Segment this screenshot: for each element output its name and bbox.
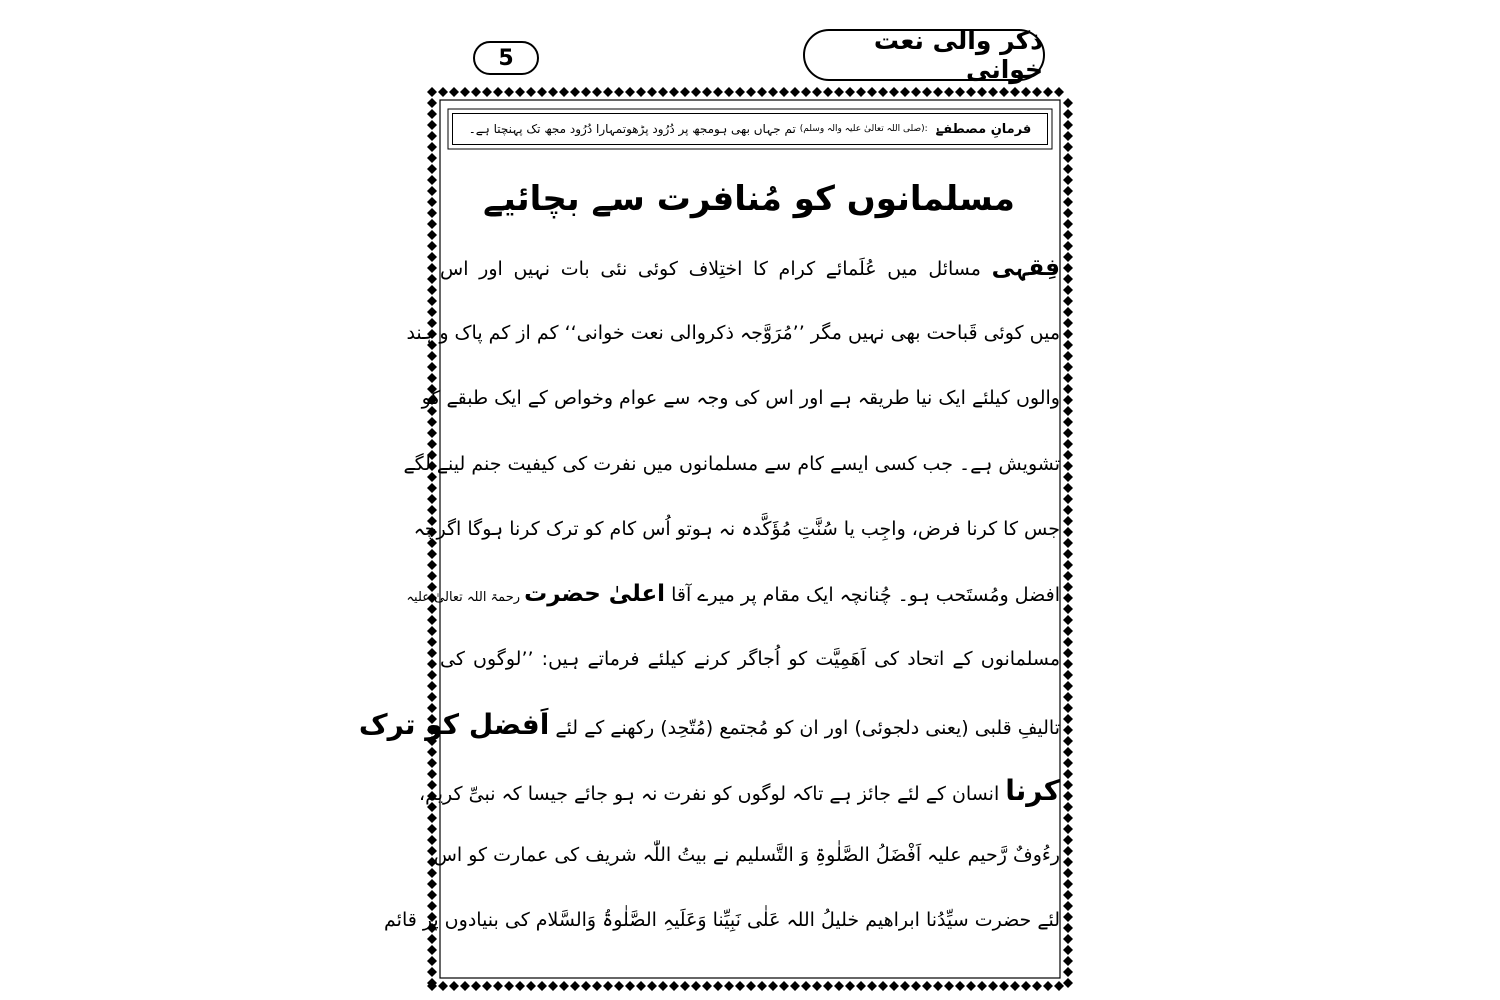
border-diamond <box>1063 923 1073 933</box>
border-diamond <box>493 981 503 991</box>
border-diamond <box>1063 98 1073 108</box>
border-diamond <box>1063 560 1073 570</box>
border-diamond <box>779 981 789 991</box>
border-diamond <box>669 981 679 991</box>
line-text: تالیفِ قلبی (یعنی دلجوئی) اور ان کو مُجتمع (مُتّحِد) رکھنے کے لئے <box>549 717 1060 740</box>
border-diamond <box>911 87 921 97</box>
line-text: رءُوفٌ رَّحیم علیہ اَفْضَلُ الصَّلٰوۃِ وَ التَّسلیم نے بیتُ اللّٰہ شریف کی عمارت کو اس <box>433 843 1060 866</box>
border-diamond <box>1054 87 1064 97</box>
border-diamond <box>427 164 437 174</box>
line-text: مسلمانوں کے اتحاد کی اَھَمِیَّت کو اُجاگر کرنے کیلئے فرماتے ہیں: ’’لوگوں کی <box>440 648 1060 671</box>
border-diamond <box>504 981 514 991</box>
border-diamond <box>471 87 481 97</box>
border-diamond <box>647 87 657 97</box>
border-diamond <box>1063 285 1073 295</box>
border-diamond <box>1063 978 1073 988</box>
border-diamond <box>592 981 602 991</box>
border-diamond <box>1054 981 1064 991</box>
border-diamond <box>1063 439 1073 449</box>
border-diamond <box>427 241 437 251</box>
border-diamond <box>1063 450 1073 460</box>
border-diamond <box>1063 736 1073 746</box>
border-diamond <box>493 87 503 97</box>
border-diamond <box>845 981 855 991</box>
border-diamond <box>427 230 437 240</box>
border-diamond <box>1063 879 1073 889</box>
border-diamond <box>845 87 855 97</box>
border-diamond <box>1063 670 1073 680</box>
text-line <box>440 236 1060 301</box>
border-diamond <box>427 197 437 207</box>
text-line <box>421 366 1060 431</box>
emphasized-phrase: کرنا <box>1005 773 1060 807</box>
border-diamond <box>647 981 657 991</box>
border-diamond <box>680 981 690 991</box>
border-diamond <box>1063 505 1073 515</box>
border-diamond <box>1010 87 1020 97</box>
border-diamond <box>724 87 734 97</box>
border-diamond <box>1043 981 1053 991</box>
line-text: جس کا کرنا فرض، واجِب یا سُنَّتِ مُؤَکَّدہ نہ ہوتو اُس کام کو ترک کرنا ہوگا اگرچہ <box>413 517 1060 540</box>
border-diamond <box>1063 395 1073 405</box>
hadith-salat: :(صلی اللہ تعالیٰ علیہ والہ وسلم) <box>799 124 928 134</box>
border-diamond <box>900 981 910 991</box>
border-diamond <box>614 981 624 991</box>
border-diamond <box>658 981 668 991</box>
border-diamond <box>779 87 789 97</box>
border-diamond <box>1063 615 1073 625</box>
border-diamond <box>1063 142 1073 152</box>
border-diamond <box>1063 868 1073 878</box>
border-diamond <box>1063 538 1073 548</box>
book-title: ذکر والی نعت خوانی <box>803 29 1045 81</box>
border-diamond <box>1063 483 1073 493</box>
border-diamond <box>1063 692 1073 702</box>
line-text: مسائل میں عُلَمائے کرام کا اختِلاف کوئی نئی بات نہیں اور اس <box>440 258 992 280</box>
border-diamond <box>1063 164 1073 174</box>
border-diamond <box>790 87 800 97</box>
border-diamond <box>1063 747 1073 757</box>
line-text: والوں کیلئے ایک نیا طریقہ ہے اور اس کی وجہ سے عوام وخواص کے ایک طبقے کو <box>421 387 1060 410</box>
border-diamond <box>966 87 976 97</box>
border-diamond <box>1063 241 1073 251</box>
border-diamond <box>1063 219 1073 229</box>
border-diamond <box>1063 384 1073 394</box>
border-diamond <box>614 87 624 97</box>
border-diamond <box>427 681 437 691</box>
border-diamond <box>427 175 437 185</box>
border-diamond <box>581 981 591 991</box>
line-text: تشویش ہے۔ جب کسی ایسے کام سے مسلمانوں میں نفرت کی کیفیت جنم لینے لگے <box>403 452 1060 475</box>
border-diamond <box>1063 956 1073 966</box>
border-diamond <box>933 981 943 991</box>
border-diamond <box>1063 824 1073 834</box>
border-diamond <box>427 87 437 97</box>
border-diamond <box>955 981 965 991</box>
border-diamond <box>1021 87 1031 97</box>
border-diamond <box>966 981 976 991</box>
border-diamond <box>1063 208 1073 218</box>
border-diamond <box>1063 230 1073 240</box>
border-diamond <box>438 87 448 97</box>
border-diamond <box>867 87 877 97</box>
border-diamond <box>944 981 954 991</box>
border-diamond <box>999 981 1009 991</box>
border-diamond <box>427 142 437 152</box>
border-diamond <box>1032 87 1042 97</box>
border-diamond <box>427 285 437 295</box>
border-diamond <box>504 87 514 97</box>
border-diamond <box>1043 87 1053 97</box>
border-diamond <box>427 219 437 229</box>
border-diamond <box>1063 153 1073 163</box>
border-diamond <box>702 981 712 991</box>
border-diamond <box>856 87 866 97</box>
border-diamond <box>427 274 437 284</box>
border-diamond <box>1063 934 1073 944</box>
border-diamond <box>658 87 668 97</box>
border-diamond <box>988 87 998 97</box>
border-diamond <box>1063 725 1073 735</box>
border-diamond <box>559 981 569 991</box>
border-diamond <box>1063 516 1073 526</box>
text-line <box>413 497 1060 562</box>
border-diamond <box>427 626 437 636</box>
hadith-lead: فرمانِ مصطفےٰ <box>935 121 1032 137</box>
border-diamond <box>757 87 767 97</box>
border-diamond <box>944 87 954 97</box>
hadith-text: تم جہاں بھی ہومجھ پر دُرُود پڑھوتمہارا دُرُود مجھ تک پہنچتا ہے۔ <box>468 122 796 136</box>
border-diamond <box>438 981 448 991</box>
border-diamond <box>1063 593 1073 603</box>
border-diamond <box>515 87 525 97</box>
border-diamond <box>1032 981 1042 991</box>
border-diamond <box>1063 890 1073 900</box>
border-diamond <box>1063 131 1073 141</box>
border-diamond <box>922 981 932 991</box>
border-diamond <box>1063 758 1073 768</box>
border-diamond <box>1063 494 1073 504</box>
border-diamond <box>1063 780 1073 790</box>
border-diamond <box>702 87 712 97</box>
text-line <box>433 823 1060 888</box>
text-line <box>406 562 1060 627</box>
border-diamond <box>1063 549 1073 559</box>
border-diamond <box>1063 527 1073 537</box>
border-diamond <box>427 648 437 658</box>
text-line <box>440 627 1060 692</box>
border-diamond <box>427 98 437 108</box>
border-diamond <box>526 87 536 97</box>
border-diamond <box>1063 373 1073 383</box>
body-paragraph <box>358 236 1060 953</box>
border-diamond <box>757 981 767 991</box>
border-diamond <box>713 87 723 97</box>
border-diamond <box>724 981 734 991</box>
emphasized-word: اعلیٰ حضرت <box>524 580 666 607</box>
emphasized-word: فِقہی <box>991 255 1060 281</box>
border-diamond <box>1063 263 1073 273</box>
border-diamond <box>1063 637 1073 647</box>
border-diamond <box>669 87 679 97</box>
border-diamond <box>537 87 547 97</box>
border-diamond <box>889 981 899 991</box>
border-diamond <box>427 967 437 977</box>
border-diamond <box>427 153 437 163</box>
border-diamond <box>988 981 998 991</box>
border-diamond <box>735 981 745 991</box>
border-diamond <box>768 87 778 97</box>
border-diamond <box>933 87 943 97</box>
border-diamond <box>460 981 470 991</box>
border-diamond <box>1063 406 1073 416</box>
border-diamond <box>746 87 756 97</box>
border-diamond <box>636 981 646 991</box>
border-diamond <box>537 981 547 991</box>
border-diamond <box>867 981 877 991</box>
line-text: افضل ومُستَحب ہو۔ چُنانچہ ایک مقام پر میرے آقا <box>665 583 1060 606</box>
border-diamond <box>427 637 437 647</box>
border-diamond <box>735 87 745 97</box>
border-diamond <box>427 208 437 218</box>
border-diamond <box>911 981 921 991</box>
border-diamond <box>1063 802 1073 812</box>
border-diamond <box>427 659 437 669</box>
border-diamond <box>1063 813 1073 823</box>
border-diamond <box>1063 681 1073 691</box>
border-diamond <box>680 87 690 97</box>
border-diamond <box>1063 835 1073 845</box>
border-diamond <box>1063 296 1073 306</box>
border-diamond <box>1063 120 1073 130</box>
border-diamond <box>812 87 822 97</box>
border-diamond <box>691 981 701 991</box>
border-diamond <box>878 981 888 991</box>
border-diamond <box>1063 307 1073 317</box>
border-diamond <box>482 87 492 97</box>
border-diamond <box>1063 703 1073 713</box>
border-diamond <box>834 87 844 97</box>
border-diamond <box>1063 582 1073 592</box>
border-diamond <box>1063 571 1073 581</box>
border-diamond <box>460 87 470 97</box>
border-diamond <box>1063 109 1073 119</box>
border-diamond <box>1063 340 1073 350</box>
border-diamond <box>1063 714 1073 724</box>
border-diamond <box>823 981 833 991</box>
border-diamond <box>1010 981 1020 991</box>
border-diamond <box>1063 428 1073 438</box>
border-diamond <box>427 956 437 966</box>
border-diamond <box>999 87 1009 97</box>
border-diamond <box>1063 318 1073 328</box>
border-diamond <box>526 981 536 991</box>
border-diamond <box>1063 846 1073 856</box>
border-diamond <box>812 981 822 991</box>
border-diamond <box>581 87 591 97</box>
border-diamond <box>427 186 437 196</box>
border-diamond <box>801 87 811 97</box>
border-diamond <box>1063 362 1073 372</box>
line-text: انسان کے لئے جائز ہے تاکہ لوگوں کو نفرت نہ ہو جائے جیسا کہ نبیِّ کریم، <box>418 782 1006 805</box>
border-diamond <box>570 981 580 991</box>
border-diamond <box>746 981 756 991</box>
border-diamond <box>427 120 437 130</box>
line-text: میں کوئی قَباحت بھی نہیں مگر ’’مُرَوَّجہ ذکروالی نعت خوانی‘‘ کم از کم پاک و ہند <box>406 322 1060 345</box>
border-diamond <box>977 981 987 991</box>
border-diamond <box>790 981 800 991</box>
border-diamond <box>625 981 635 991</box>
border-diamond <box>801 981 811 991</box>
text-line <box>384 888 1060 953</box>
border-diamond <box>1063 967 1073 977</box>
page-heading: مسلمانوں کو مُنافرت سے بچائیے <box>483 179 1015 219</box>
border-diamond <box>1063 791 1073 801</box>
border-diamond <box>1063 912 1073 922</box>
border-diamond <box>427 131 437 141</box>
border-diamond <box>768 981 778 991</box>
border-diamond <box>922 87 932 97</box>
border-diamond <box>482 981 492 991</box>
border-diamond <box>1063 648 1073 658</box>
border-diamond <box>1063 351 1073 361</box>
text-line <box>403 432 1060 497</box>
border-diamond <box>548 981 558 991</box>
border-diamond <box>1063 186 1073 196</box>
border-diamond <box>1063 417 1073 427</box>
border-diamond <box>449 981 459 991</box>
border-diamond <box>603 87 613 97</box>
emphasized-phrase: اَفضل کو ترک <box>358 708 550 742</box>
border-diamond <box>691 87 701 97</box>
border-diamond <box>856 981 866 991</box>
border-diamond <box>1063 329 1073 339</box>
text-line <box>418 758 1060 823</box>
border-diamond <box>1063 945 1073 955</box>
border-diamond <box>1063 857 1073 867</box>
border-diamond <box>1021 981 1031 991</box>
border-diamond <box>834 981 844 991</box>
border-diamond <box>548 87 558 97</box>
border-diamond <box>559 87 569 97</box>
border-diamond <box>636 87 646 97</box>
honorific-text: رحمۃ اللہ تعالیٰ علیہ <box>406 589 525 605</box>
text-line <box>406 301 1060 366</box>
border-diamond <box>1063 626 1073 636</box>
border-diamond <box>878 87 888 97</box>
page-number: 5 <box>473 41 539 75</box>
border-diamond <box>1063 461 1073 471</box>
border-diamond <box>1063 769 1073 779</box>
border-diamond <box>1063 252 1073 262</box>
border-diamond <box>603 981 613 991</box>
hadith-strip <box>452 113 1048 145</box>
border-diamond <box>1063 274 1073 284</box>
border-diamond <box>713 981 723 991</box>
border-diamond <box>1063 175 1073 185</box>
border-diamond <box>889 87 899 97</box>
border-diamond <box>570 87 580 97</box>
border-diamond <box>515 981 525 991</box>
border-diamond <box>427 109 437 119</box>
border-diamond <box>900 87 910 97</box>
text-line <box>358 692 1060 757</box>
border-diamond <box>1063 604 1073 614</box>
border-diamond <box>471 981 481 991</box>
border-diamond <box>1063 901 1073 911</box>
border-diamond <box>449 87 459 97</box>
border-diamond <box>1063 659 1073 669</box>
border-diamond <box>1063 472 1073 482</box>
border-diamond <box>427 263 437 273</box>
border-diamond <box>977 87 987 97</box>
border-diamond <box>427 670 437 680</box>
border-diamond <box>823 87 833 97</box>
border-diamond <box>955 87 965 97</box>
border-diamond <box>1063 197 1073 207</box>
border-diamond <box>427 252 437 262</box>
line-text: لئے حضرت سیِّدُنا ابراھیم خلیلُ اللہ عَلٰی نَبِیِّنا وَعَلَیہِ الصَّلٰوۃُ وَالسَّلام کی بنیادوں پر قائم <box>384 908 1060 931</box>
border-diamond <box>592 87 602 97</box>
border-diamond <box>625 87 635 97</box>
